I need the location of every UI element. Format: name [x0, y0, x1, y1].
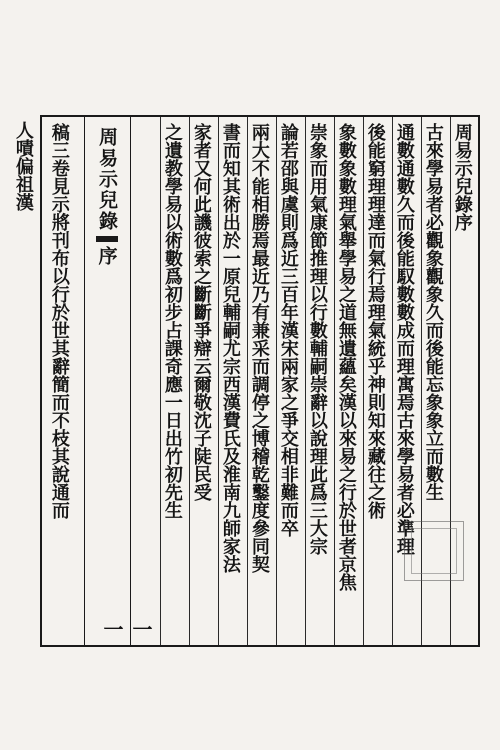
column-text: 書而知其術出於一原兒輔嗣尤宗西漢費氏及淮南九師家法 — [219, 123, 241, 573]
column-text: 稿三卷見示將刊布以行於世其辭簡而不枝其說通而 — [48, 123, 70, 519]
fish-tail-mark — [96, 236, 118, 242]
column-text: 家者又何此譏彼索之斷斷爭辯云爾敬沈子陡民受 — [190, 123, 212, 501]
text-column — [331, 123, 361, 591]
page-number: 一一 — [100, 619, 153, 645]
text-column — [186, 123, 216, 501]
column-text: 論若邵與虞則爲近三百年漢宋兩家之爭交相非難而卒 — [277, 123, 299, 537]
column-text: 人嘖偏祖漢 — [12, 121, 34, 211]
text-column — [447, 123, 477, 231]
band-title: 周易示兒錄 — [96, 127, 118, 232]
text-column — [215, 123, 245, 573]
text-column — [157, 123, 187, 519]
text-column — [244, 123, 274, 573]
column-text: 之遺教學易以術數爲初步占課奇應一日出竹初先生 — [161, 123, 183, 519]
column-text: 後能窮理理達而氣行焉理氣統乎神則知來藏往之術 — [364, 123, 386, 519]
text-frame — [40, 115, 480, 647]
band-sub: 序 — [95, 246, 118, 265]
band-left-rule — [84, 117, 85, 645]
text-column — [302, 123, 332, 555]
column-text: 古來學易者必觀象觀象久而後能忘象象立而數生 — [422, 123, 444, 501]
column-text: 兩大不能相勝焉最近乃有兼采而調停之博稽乾鑿度參同契 — [248, 123, 270, 573]
text-column — [418, 123, 448, 501]
text-column — [360, 123, 390, 519]
column-text: 象數象數理氣舉學易之道無遺蘊矣漢以來易之行於世者京焦 — [335, 123, 357, 591]
text-column — [8, 121, 38, 211]
column-text: 周易示兒錄序 — [451, 123, 473, 231]
column-text: 崇象而用氣康節推理以行數輔嗣崇辭以說理此爲三大宗 — [306, 123, 328, 555]
band-right-rule — [130, 117, 131, 645]
text-column — [44, 123, 74, 519]
seal-stamp — [404, 521, 464, 581]
column-text: 通數通數久而後能馭數數成而理寓焉古來學易者必準理 — [393, 123, 415, 555]
band-header — [87, 127, 127, 265]
text-column — [273, 123, 303, 537]
text-column — [389, 123, 419, 555]
